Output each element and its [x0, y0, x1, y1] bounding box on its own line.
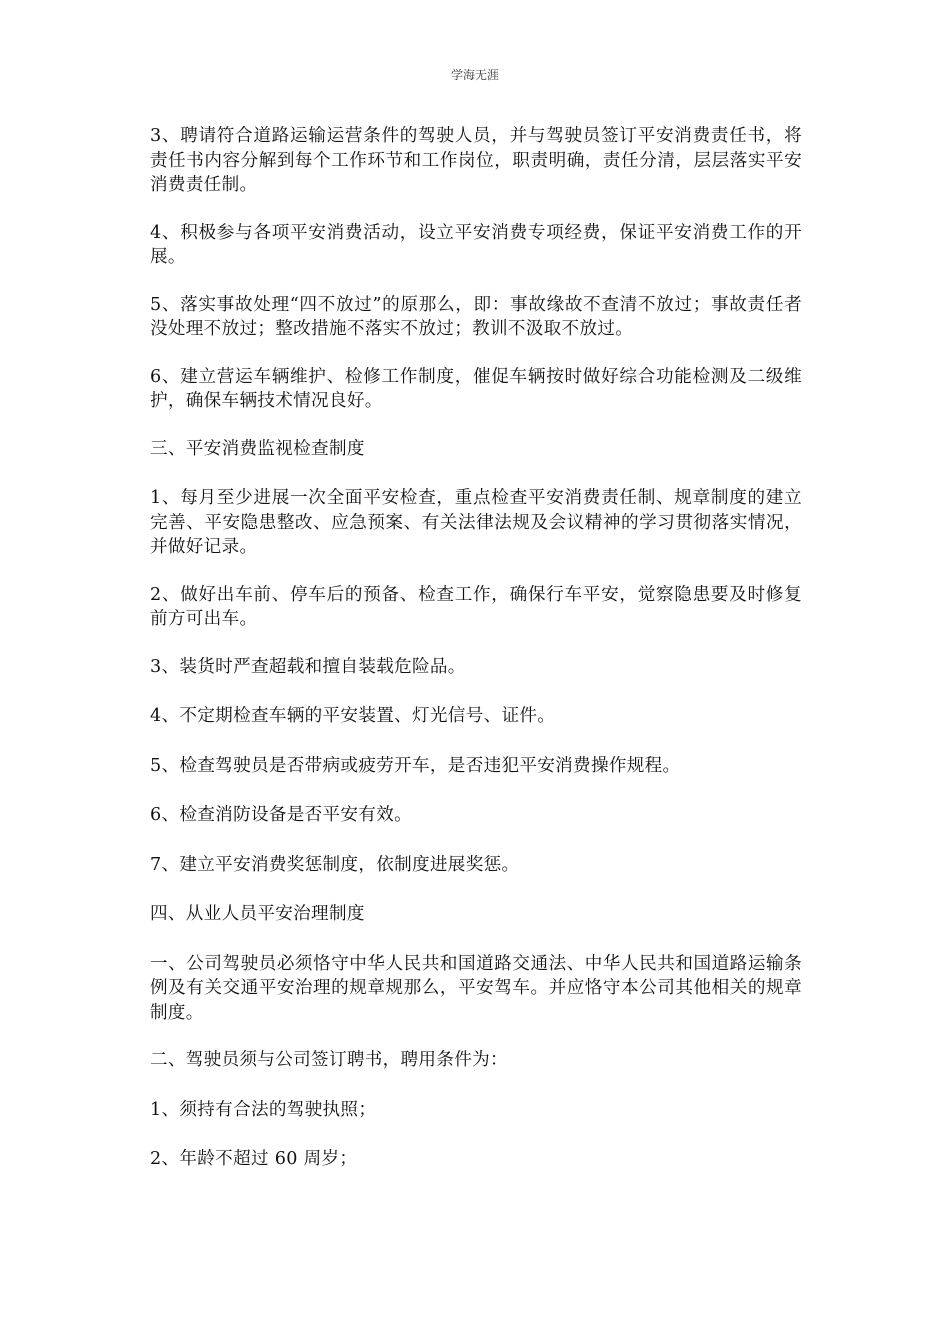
paragraph: 2、年龄不超过 60 周岁；: [150, 1149, 358, 1169]
paragraph: 1、每月至少进展一次全面平安检查，重点检查平安消费责任制、规章制度的建立完善、平安隐患整改、应急预案、有关法律法规及会议精神的学习贯彻落实情况，并做好记录。: [150, 488, 802, 557]
paragraph: 4、不定期检查车辆的平安装置、灯光信号、证件。: [150, 706, 556, 726]
paragraph: 3、聘请符合道路运输运营条件的驾驶人员，并与驾驶员签订平安消费责任书，将责任书内容分解到每个工作环节和工作岗位，职责明确，责任分清，层层落实平安消费责任制。: [150, 126, 802, 195]
paragraph: 1、须持有合法的驾驶执照；: [150, 1099, 377, 1120]
section-heading: 三、平安消费监视检查制度: [150, 438, 365, 459]
section-heading: 四、从业人员平安治理制度: [150, 904, 365, 924]
paragraph: 5、检查驾驶员是否带病或疲劳开车，是否违犯平安消费操作规程。: [150, 755, 681, 776]
paragraph: 6、检查消防设备是否平安有效。: [150, 805, 413, 825]
paragraph: 二、驾驶员须与公司签订聘书，聘用条件为：: [150, 1050, 508, 1070]
paragraph: 5、落实事故处理“四不放过”的原那么，即：事故缘故不查清不放过；事故责任者没处理不放过；整改措施不落实不放过；教训不汲取不放过。: [150, 294, 802, 339]
page-header: 学海无涯: [450, 68, 499, 82]
paragraph: 2、做好出车前、停车后的预备、检查工作，确保行车平安，觉察隐患要及时修复前方可出车。: [150, 584, 802, 629]
paragraph: 4、积极参与各项平安消费活动，设立平安消费专项经费，保证平安消费工作的开展。: [150, 222, 802, 267]
document-body: [150, 124, 802, 1197]
paragraph: 7、建立平安消费奖惩制度，依制度进展奖惩。: [150, 854, 520, 875]
paragraph: 6、建立营运车辆维护、检修工作制度，催促车辆按时做好综合功能检测及二级维护，确保车辆技术情况良好。: [150, 366, 802, 411]
paragraph: 一、公司驾驶员必须恪守中华人民共和国道路交通法、中华人民共和国道路运输条例及有关交通平安治理的规章规那么，平安驾车。并应恪守本公司其他相关的规章制度。: [150, 953, 802, 1023]
paragraph: 3、装货时严查超载和擅自装载危险品。: [150, 656, 466, 677]
